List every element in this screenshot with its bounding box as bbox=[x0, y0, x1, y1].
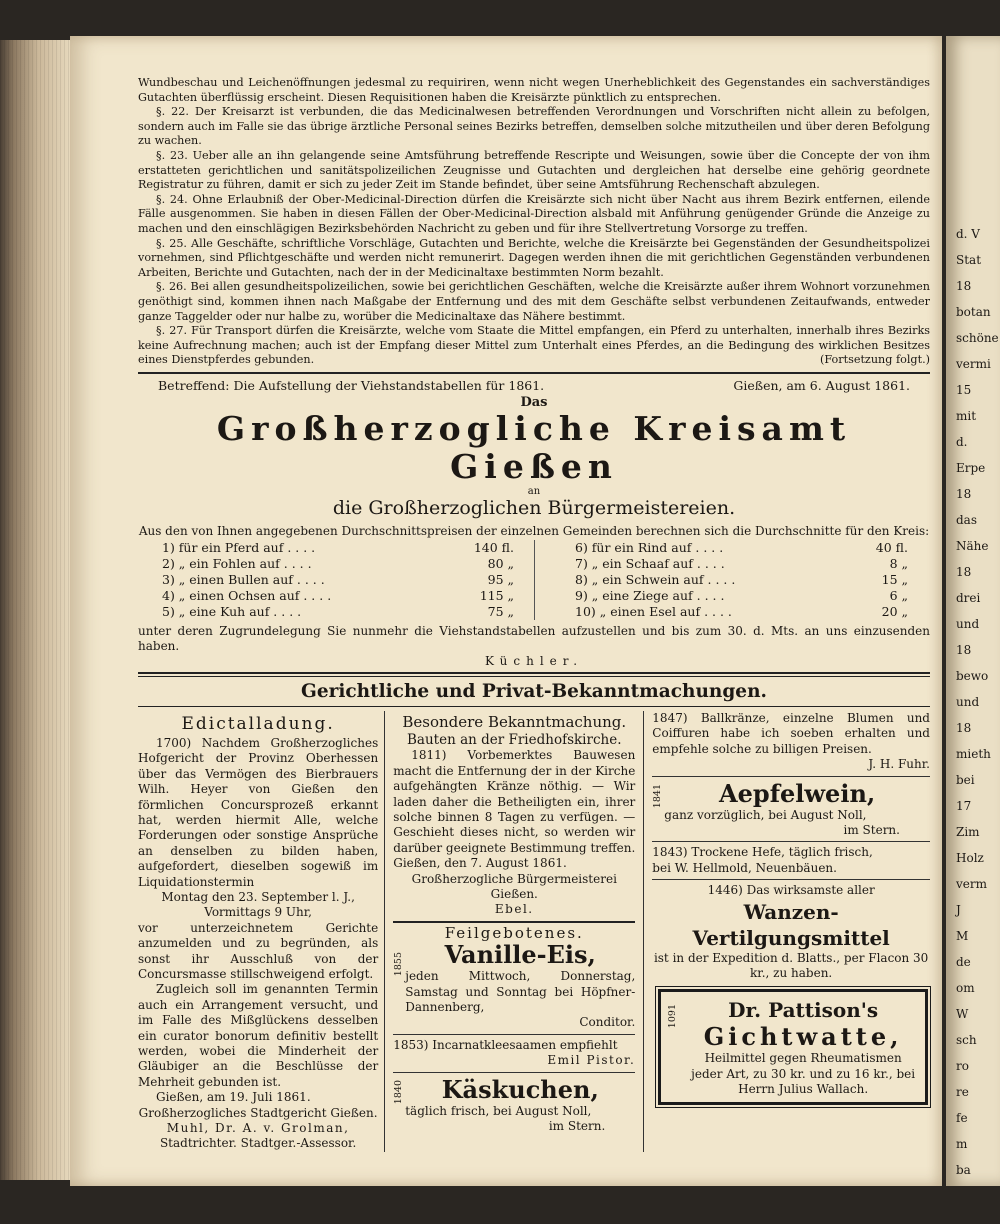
main-column bbox=[138, 76, 930, 1152]
pattison-ad bbox=[658, 989, 928, 1104]
vanille-number: 1855 bbox=[393, 951, 405, 976]
law-paragraph-27: §. 27. Für Transport dürfen die Kreisärzte, welche vom Staate die Mittel empfangen, ein Pferd zu unterhalten, innerhalb ihres Bezirks keine Aufrechnung machen; auch ist der Empfang dieser Mittel zum Unterhalt eines Pferdes, an die Bedingung des wirklichen Besitzes eines Dienstpferdes gebunden. bbox=[138, 324, 930, 367]
price-row: 1) für ein Pferd auf . . . . 140 fl. bbox=[162, 539, 514, 555]
vanille-text: jeden Mittwoch, Donnerstag, Samstag und Sonntag bei Höpfner-Dannenberg, bbox=[405, 969, 636, 1014]
ball-who: J. H. Fuhr. bbox=[868, 757, 930, 772]
besondere-subtitle: Bauten an der Friedhofskirche. bbox=[407, 731, 622, 748]
next-page-fragment: das bbox=[956, 513, 977, 527]
vanille-title: Vanille-Eis, bbox=[444, 940, 596, 970]
kaes-ad bbox=[393, 1076, 635, 1135]
edictal-text: vor unterzeichnetem Gerichte anzumelden und zu begründen, als sonst ihr Ausschluß von der Concursmasse stillschweigend erfolgt. bbox=[138, 920, 379, 981]
next-page-fragment: 18 bbox=[956, 721, 972, 735]
next-page-fragment: bei bbox=[956, 773, 975, 787]
divider bbox=[138, 706, 930, 707]
ball-ad bbox=[652, 711, 930, 773]
notice-title: Großherzogliche Kreisamt Gießen bbox=[216, 408, 852, 486]
next-page-fragment: ro bbox=[956, 1059, 969, 1073]
next-page-fragment: mieth bbox=[956, 747, 991, 761]
law-paragraph-24: §. 24. Ohne Erlaubniß der Ober-Medicinal-Direction dürfen die Kreisärzte sich nicht über Nacht aus ihrem Bezirk entfernen, eilende Fälle ausgenommen. Sie haben in diesen Fällen der Ober-Medicinal-Direction alsbald mit Anführung genügender Gründe die Anzeige zu machen und den einschlägigen Bezirksbehörden Nachricht zu geben und für ihre Stellvertretung Vorsorge zu treffen. bbox=[138, 192, 930, 235]
pattison-number: 1091 bbox=[667, 1004, 679, 1029]
wanzen-ad bbox=[652, 883, 930, 981]
next-page-fragment: re bbox=[956, 1085, 969, 1099]
next-page-fragment: Holz bbox=[956, 851, 984, 865]
next-page-fragment: mit bbox=[956, 409, 977, 423]
kaes-text: täglich frisch, bei August Noll, bbox=[405, 1103, 592, 1118]
price-table bbox=[162, 540, 908, 620]
apfel-text: im Stern. bbox=[843, 822, 900, 837]
law-section bbox=[138, 76, 930, 368]
next-page-fragment: 18 bbox=[956, 565, 972, 579]
next-page-fragment: fe bbox=[956, 1111, 968, 1125]
wanzen-lead: 1446) Das wirksamste aller bbox=[707, 883, 875, 898]
law-paragraph-26: §. 26. Bei allen gesundheitspolizeilichen, sowie bei gerichtlichen Geschäften, welche die Kreisärzte außer ihrem Wohnort vorzunehmen genöthigt sind, kommen ihnen nach Maßgabe der Entfernung und des mit dem Geschäfte selbst verbundenen Zeitaufwands, entweder ganze Taggelder oder nur halbe zu, worüber die Medicinaltaxe das Nähere bestimmt. bbox=[138, 280, 930, 323]
divider bbox=[138, 676, 930, 677]
edictal-roles: Stadtrichter. Stadtger.-Assessor. bbox=[159, 1136, 357, 1151]
kaes-title: Käskuchen, bbox=[441, 1074, 599, 1104]
price-column-left bbox=[162, 540, 535, 620]
hefe-ad bbox=[652, 845, 930, 876]
kaes-text: im Stern. bbox=[548, 1119, 606, 1133]
klee-who: Emil Pistor. bbox=[547, 1053, 636, 1068]
pattison-title: Dr. Pattison's bbox=[728, 998, 879, 1023]
divider bbox=[138, 672, 930, 674]
apfel-text: ganz vorzüglich, bei August Noll, bbox=[664, 807, 867, 822]
next-page-fragment: Erpe bbox=[956, 461, 986, 475]
next-page-fragment: bewo bbox=[956, 669, 989, 683]
notice-intro: Aus den von Ihnen angegebenen Durchschnittspreisen der einzelnen Gemeinden berechnen sich die Durchschnitte für den Kreis: bbox=[138, 523, 930, 538]
price-row: 4) „ einen Ochsen auf . . . . 115 „ bbox=[162, 587, 514, 603]
next-page-fragment: Stat bbox=[956, 253, 982, 267]
price-row: 2) „ ein Fohlen auf . . . . 80 „ bbox=[162, 555, 514, 571]
wanzen-title: Wanzen-Vertilgungsmittel bbox=[692, 899, 890, 950]
next-page-fragment: m bbox=[956, 1137, 968, 1151]
kreisamt-notice bbox=[138, 378, 930, 668]
notice-subtitle: die Großherzoglichen Bürgermeistereien. bbox=[332, 496, 736, 519]
next-page-fragment: d. bbox=[956, 435, 968, 449]
besondere-title: Besondere Bekanntmachung. bbox=[402, 712, 627, 731]
kaes-number: 1840 bbox=[393, 1079, 405, 1104]
section-title: Gerichtliche und Privat-Bekanntmachungen. bbox=[301, 680, 767, 702]
vanille-head: Feilgebotenes. bbox=[444, 923, 584, 942]
next-page-fragment: 17 bbox=[956, 799, 972, 813]
next-page-fragment: und bbox=[956, 695, 980, 709]
edictal-court: Großherzogliches Stadtgericht Gießen. bbox=[138, 1105, 378, 1120]
apfel-ad bbox=[652, 780, 930, 839]
divider bbox=[652, 879, 930, 880]
price-row: 7) „ ein Schaaf auf . . . . 8 „ bbox=[575, 555, 908, 571]
notice-an: an bbox=[527, 485, 541, 497]
apfel-number: 1841 bbox=[652, 783, 664, 808]
next-page-fragment: botan bbox=[956, 305, 991, 319]
vanille-who: Conditor. bbox=[579, 1015, 636, 1030]
edictal-column bbox=[138, 711, 385, 1152]
divider bbox=[652, 841, 930, 842]
law-paragraph-22: §. 22. Der Kreisarzt ist verbunden, die das Medicinalwesen betreffenden Verordnungen und Vorschriften nicht allein zu befolgen, sondern auch im Falle sie das übrige ärztliche Personal seines Bezirks betreffen, demselben solche mitzutheilen und über deren Befolgung zu wachen. bbox=[138, 105, 930, 148]
hefe-text: 1843) Trockene Hefe, täglich frisch, bbox=[652, 845, 873, 860]
next-page-fragment: Nähe bbox=[956, 539, 989, 553]
fortsetzung-note: (Fortsetzung folgt.) bbox=[819, 353, 930, 367]
pattison-title: Gichtwatte, bbox=[703, 1022, 903, 1052]
middle-column bbox=[385, 711, 644, 1152]
price-row: 6) für ein Rind auf . . . . 40 fl. bbox=[575, 539, 908, 555]
book-page-edges bbox=[0, 40, 70, 1180]
edictal-names: Muhl, Dr. A. v. Grolman, bbox=[166, 1121, 350, 1136]
law-paragraph-0: Wundbeschau und Leichenöffnungen jedesmal zu requiriren, wenn nicht wegen Unerheblichkeit des Gegenstandes ein sachverständiges Gutachten überflüssig erscheint. Diesen Requisitionen haben die Kreisärzte pünktlich zu entsprechen. bbox=[138, 76, 930, 104]
notice-subject: Betreffend: Die Aufstellung der Viehstandstabellen für 1861. bbox=[158, 377, 545, 393]
price-row: 9) „ eine Ziege auf . . . . 6 „ bbox=[575, 587, 908, 603]
notice-das: Das bbox=[520, 394, 548, 410]
price-row: 8) „ ein Schwein auf . . . . 15 „ bbox=[575, 571, 908, 587]
notice-signature: Küchler. bbox=[484, 653, 584, 668]
edictal-place: Gießen, am 19. Juli 1861. bbox=[156, 1090, 311, 1105]
divider bbox=[393, 921, 635, 923]
next-page-fragment: sch bbox=[956, 1033, 977, 1047]
ball-text: 1847) Ballkränze, einzelne Blumen und Coiffuren habe ich soeben erhalten und empfehle solche zu billigen Preisen. bbox=[652, 710, 930, 756]
besondere-name: Ebel. bbox=[494, 902, 534, 917]
notice-closing: unter deren Zugrundelegung Sie nunmehr die Viehstandstabellen aufzustellen und bis zum 30. d. Mts. an uns einzusenden haben. bbox=[138, 623, 930, 653]
next-page-fragment: vermi bbox=[956, 357, 991, 371]
next-page-fragment: de bbox=[956, 955, 971, 969]
next-page-fragment: und bbox=[956, 617, 980, 631]
price-row: 5) „ eine Kuh auf . . . . 75 „ bbox=[162, 603, 514, 619]
next-page-fragment: drei bbox=[956, 591, 981, 605]
apfel-title: Aepfelwein, bbox=[719, 778, 876, 808]
next-page-fragment: om bbox=[956, 981, 975, 995]
next-page-fragment: 18 bbox=[956, 279, 972, 293]
divider bbox=[393, 1072, 635, 1073]
besondere-text: 1811) Vorbemerktes Bauwesen macht die Entfernung der in der Kirche aufgehängten Kränze nöthig. — Wir laden daher die Betheiligten ein, ihrer solche binnen 8 Tagen zu verfügen. — Geschieht dieses nicht, so werden wir darüber geeignete Bestimmung treffen. Gießen, den 7. August 1861. bbox=[393, 748, 636, 871]
next-page-fragment: J bbox=[956, 903, 961, 917]
right-column bbox=[644, 711, 930, 1152]
divider bbox=[393, 1034, 635, 1035]
next-page-strip bbox=[946, 36, 1000, 1186]
klee-text: 1853) Incarnatkleesaamen empfiehlt bbox=[393, 1037, 618, 1052]
next-page-fragment: 18 bbox=[956, 487, 972, 501]
next-page-fragment: ba bbox=[956, 1163, 971, 1177]
price-column-right bbox=[535, 540, 908, 620]
divider bbox=[652, 776, 930, 777]
edictal-text: Zugleich soll im genannten Termin auch ein Arrangement versucht, und im Falle des Mißglückens desselben ein curator bonorum definitiv bestellt werden, wobei die Minderheit der Gläubiger an die Beschlüsse der Mehrheit gebunden ist. bbox=[138, 982, 379, 1089]
next-page-fragment: M bbox=[956, 929, 969, 943]
edictal-title: Edictalladung. bbox=[181, 713, 335, 734]
ads-columns bbox=[138, 711, 930, 1152]
price-row: 3) „ einen Bullen auf . . . . 95 „ bbox=[162, 571, 514, 587]
law-paragraph-23: §. 23. Ueber alle an ihn gelangende seine Amtsführung betreffende Rescripte und Weisungen, sowie über die Concepte der von ihm erstatteten gerichtlichen und sanitätspolizeilichen Zeugnisse und Gutachten und dergleichen hat derselbe eine gehörig geordnete Registratur zu führen, damit er sich zu jeder Zeit im Stande befindet, über seine Amtsführung Rechenschaft abzulegen. bbox=[138, 148, 930, 192]
law-paragraph-25: §. 25. Alle Geschäfte, schriftliche Vorschläge, Gutachten und Berichte, welche die Kreisärzte bei Gegenständen der Gesundheitspolizei vornehmen, sind Pflichtgeschäfte und werden nicht remunerirt. Dagegen werden ihnen die mit gerichtlichen Gegenständen verbundenen Arbeiten, Berichte und Gutachten, nach der in der Medicinaltaxe bestimmten Norm bezahlt. bbox=[138, 236, 930, 279]
edictal-text: 1700) Nachdem Großherzogliches Hofgericht der Provinz Oberhessen über das Vermögen des Bierbrauers Wilh. Heyer von Gießen den förmlichen Concursprozeß erkannt hat, werden hiermit Alle, welche Forderungen oder sonstige Ansprüche an denselben zu bilden haben, aufgefordert, dieselben sogewiß im Liquidationstermin bbox=[138, 735, 379, 889]
next-page-fragment: W bbox=[956, 1007, 969, 1021]
pattison-text: Heilmittel gegen Rheumatismen jeder Art, zu 30 kr. und zu 16 kr., bei Herrn Julius Wallach. bbox=[691, 1051, 916, 1097]
next-page-fragment: d. V bbox=[956, 227, 980, 241]
wanzen-text: ist in der Expedition d. Blatts., per Flacon 30 kr., zu haben. bbox=[653, 950, 929, 980]
price-row: 10) „ einen Esel auf . . . . 20 „ bbox=[575, 603, 908, 619]
edictal-date: Montag den 23. September l. J., bbox=[161, 889, 355, 904]
divider bbox=[138, 372, 930, 374]
next-page-fragment: 18 bbox=[956, 643, 972, 657]
notice-date: Gießen, am 6. August 1861. bbox=[733, 377, 910, 393]
klee-ad bbox=[393, 1038, 635, 1069]
next-page-fragment: schöne bbox=[956, 331, 999, 345]
besondere-office: Großherzogliche Bürgermeisterei Gießen. bbox=[411, 871, 617, 901]
edictal-time: Vormittags 9 Uhr, bbox=[204, 905, 312, 920]
vanille-ad bbox=[393, 923, 636, 1031]
hefe-who: bei W. Hellmold, Neuenbäuen. bbox=[652, 860, 837, 875]
next-page-fragment: verm bbox=[956, 877, 987, 891]
next-page-fragment: Zim bbox=[956, 825, 980, 839]
next-page-fragment: 15 bbox=[956, 383, 972, 397]
